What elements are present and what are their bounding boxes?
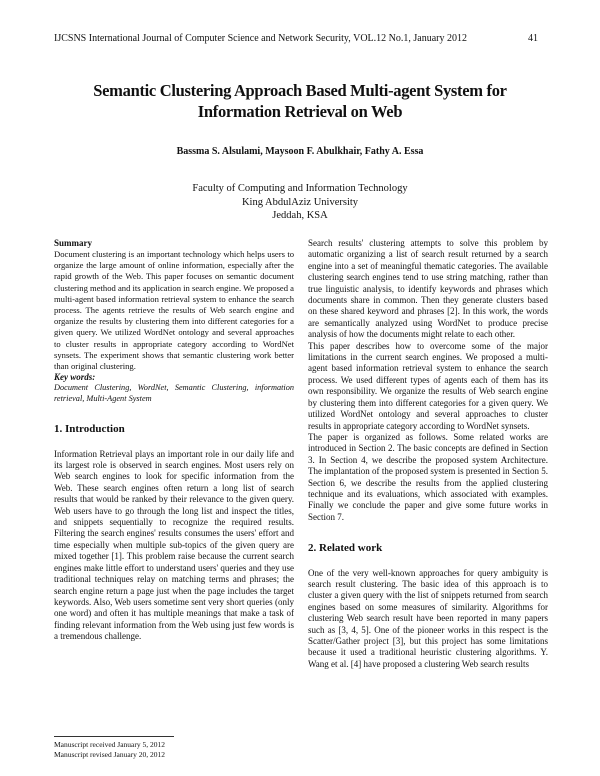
- title-line-1: Semantic Clustering Approach Based Multi-agent System for: [93, 81, 507, 100]
- affiliation: [40, 182, 560, 223]
- keywords-heading: Key words:: [54, 372, 96, 383]
- keywords-text: Document Clustering, WordNet, Semantic Clustering, information retrieval, Multi-Agent System: [54, 383, 294, 404]
- section-1-heading: 1. Introduction: [54, 423, 125, 436]
- section-1-paragraph: Information Retrieval plays an important role in our daily life and its largest role is observed in search engines. Most users rely on Web search engines to look for specific information from the Web. These search engines often return a long list of search results that would be ranked by their relevance to the given query. Web users have to go through the long list and inspect the titles, and snippets sequentially to recognize the required results. Filtering the search engines' results consumes the users' effort and time especially when multiple sub-topics of the given query are mixed together [1]. This problem raise because the current search engines make little effort to understand users' queries and they use traditional techniques relay on matching terms and phrases; the search engine return a page just when the page includes the target keywords. Also, Web users sometime sent very short queries (only one word) and often it has multiple meanings that make a task of finding relevant information from the Web using just few words is a tremendous challenge.: [54, 448, 294, 642]
- author-list: Bassma S. Alsulami, Maysoon F. Abulkhair, Fathy A. Essa: [176, 146, 424, 157]
- title-line-2: Information Retrieval on Web: [197, 102, 403, 121]
- section-2-paragraph: One of the very well-known approaches for query ambiguity is search result clustering. The basic idea of this approach is to cluster a given query with the list of snippets returned from search engines based on some measures of similarity. Algorithms for clustering Web search result have been reported in many papers such as [3, 4, 5]. One of the pioneer works in this respect is the Scatter/Gather project [3], but this project has some limitations because it used a traditional heuristic clustering algorithms. Y. Wang et al. [4] have proposed a clustering Web search results: [308, 567, 548, 669]
- right-paragraph-2: This paper describes how to overcome some of the major limitations in the current search engines. We proposed a multi-agent based information retrieval system to enhance the search process. We used different types of agents each of them has its own responsibility. We organize the results of Web search engine by clustering them into different categories for a given query. We utilized WordNet ontology and several approaches to cluster results in appropriate category according to WordNet synsets.: [308, 340, 548, 431]
- affiliation-line-3: Jeddah, KSA: [272, 210, 328, 221]
- paper-title: [40, 80, 560, 122]
- footnotes: [54, 740, 165, 760]
- right-paragraph-1: Search results' clustering attempts to solve this problem by automatic organizing a list of search result returned by a search engine into a set of meaningful thematic categories. The available clustering search engines tend to use string matching, rather than true linguistic analysis, to identify keywords and phrases which documents share in common. Then they generate clusters based on these shared keyword and phrases [2]. In this work, the words are semantically analyzed using WordNet to produce precise analysis of how the documents might relate to each other.: [308, 238, 548, 340]
- summary-text: Document clustering is an important technology which helps users to organize the large amount of online information, especially after the rapid growth of the Web. This paper focuses on semantic document clustering method and its application in search engine. We proposed a multi-agent based information retrieval system to enhance the search process. The agents retrieve the results of Web search engine and organize the results by clustering them into different categories for a given query. We utilized WordNet ontology and several approaches to cluster results in appropriate category according to WordNet synsets. The experiment shows that semantic clustering work better than original clustering.: [54, 249, 294, 372]
- affiliation-line-1: Faculty of Computing and Information Technology: [192, 183, 408, 194]
- footnote-rule: [54, 736, 174, 737]
- right-paragraph-3: The paper is organized as follows. Some related works are introduced in Section 2. The basic concepts are defined in Section 3. In Section 4, we describe the proposed system Architecture. The implantation of the proposed system is presented in Section 5. Section 6, we describe the results from the applied clustering technique and its evaluations, which associated with examples. Finally we conclude the paper and give some future works in Section 7.: [308, 431, 548, 522]
- manuscript-received: Manuscript received January 5, 2012: [54, 740, 166, 749]
- left-column: [54, 238, 294, 643]
- page-number: 41: [528, 33, 538, 44]
- running-header: [54, 33, 538, 44]
- journal-name: IJCSNS International Journal of Computer Science and Network Security, VOL.12 No.1, January 2012: [54, 33, 467, 44]
- affiliation-line-2: King AbdulAziz University: [241, 196, 359, 208]
- right-column: [308, 238, 548, 670]
- manuscript-revised: Manuscript revised January 20, 2012: [54, 750, 166, 759]
- section-2-heading: 2. Related work: [308, 542, 383, 555]
- summary-heading: Summary: [54, 238, 92, 248]
